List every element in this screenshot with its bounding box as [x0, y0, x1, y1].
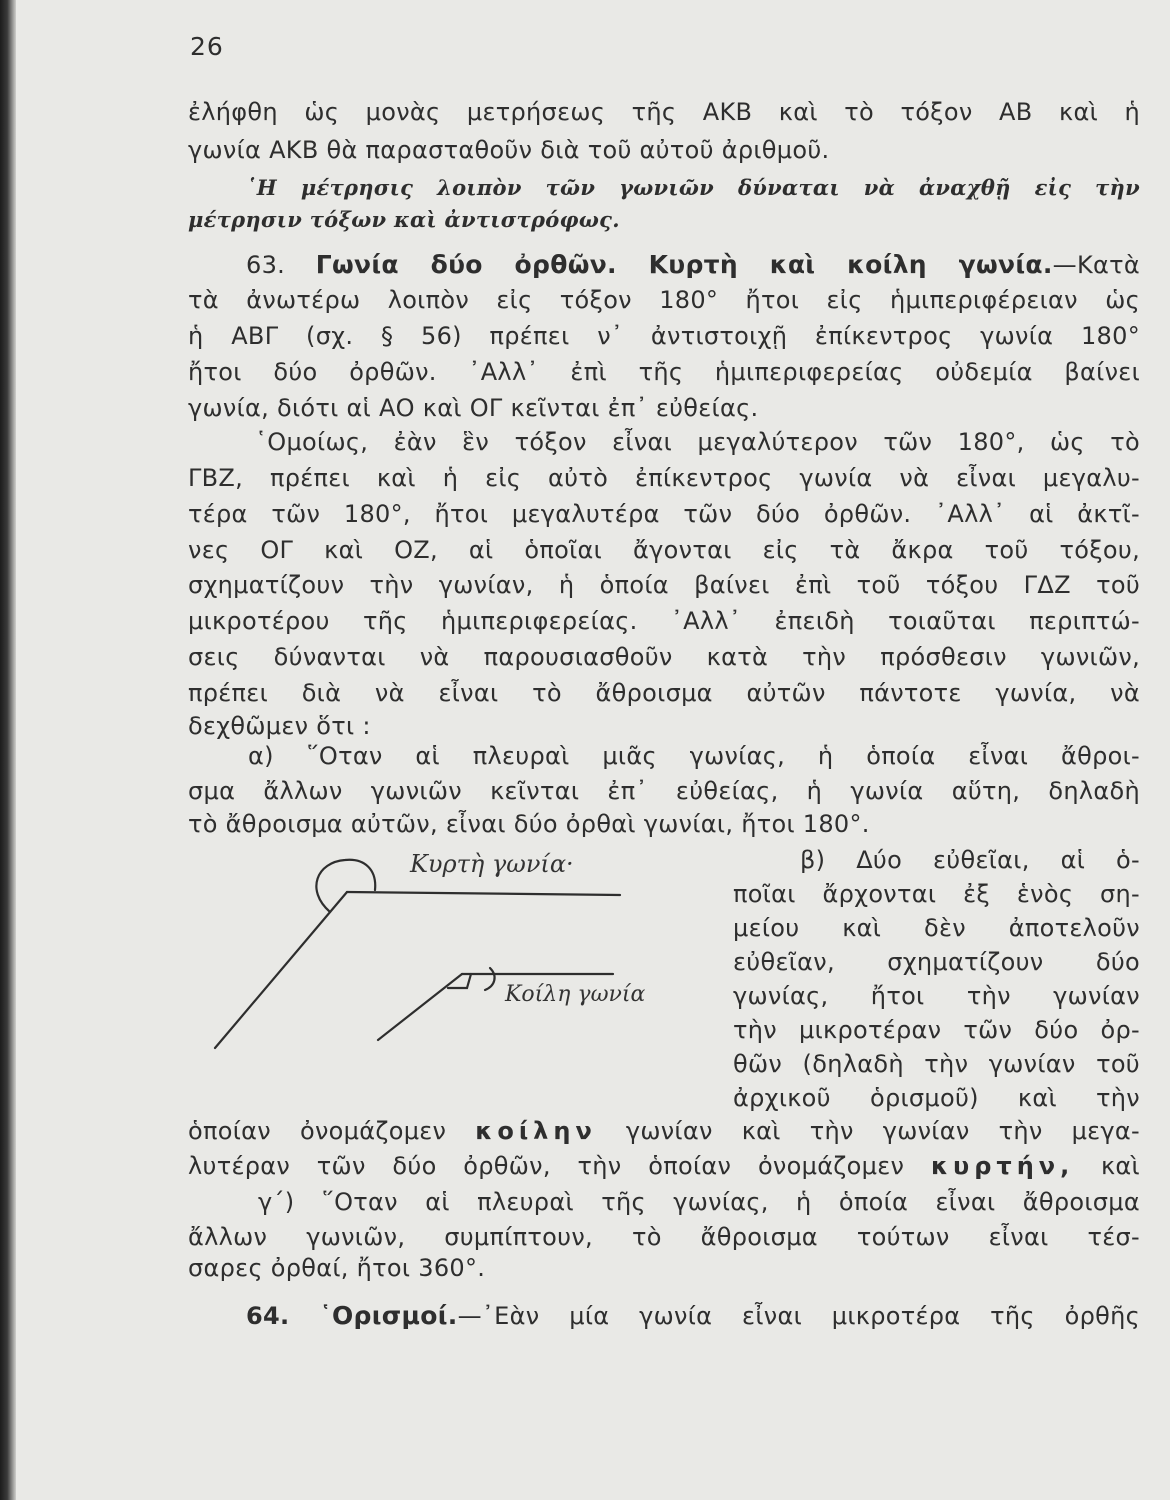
text-line: μικροτέρου τῆς ἡμιπεριφερείας. ᾽Αλλ᾽ ἐπειδὴ τοιαῦται περιπτώ-	[188, 607, 1140, 635]
text-line: θῶν (δηλαδὴ τὴν γωνίαν τοῦ	[733, 1050, 1140, 1078]
text-line: δεχθῶμεν ὅτι :	[188, 712, 371, 740]
text-line: γωνία, διότι αἱ ΑΟ καὶ ΟΓ κεῖνται ἐπ᾽ εὐθείας.	[188, 394, 759, 422]
page-number: 26	[190, 32, 224, 61]
convex-angle-ray	[215, 892, 347, 1048]
text-line: β) Δύο εὐθεῖαι, αἱ ὁ-	[800, 846, 1140, 874]
concave-angle-ray	[378, 974, 462, 1040]
text-line: ἀρχικοῦ ὁρισμοῦ) καὶ τὴν	[733, 1084, 1140, 1112]
section-title-continuation: —᾽Εὰν μία γωνία εἶναι μικροτέρα τῆς ὀρθῆς	[457, 1302, 1140, 1330]
text-line: γωνίας, ἤτοι τὴν γωνίαν	[733, 982, 1140, 1010]
text-line-with-term	[188, 1113, 1140, 1149]
section-number: 64.	[246, 1302, 290, 1330]
text-line: α) ῞Οταν αἱ πλευραὶ μιᾶς γωνίας, ἡ ὁποία εἶναι ἄθροι-	[248, 742, 1140, 770]
concave-angle-arc	[485, 968, 495, 990]
text-line: εὐθεῖαν, σχηματίζουν δύο	[733, 948, 1140, 976]
text-line: ἤτοι δύο ὀρθῶν. ᾽Αλλ᾽ ἐπὶ τῆς ἡμιπεριφερείας οὐδεμία βαίνει	[188, 358, 1140, 386]
text-line: γ΄) ῞Οταν αἱ πλευραὶ τῆς γωνίας, ἡ ὁποία εἶναι ἄθροισμα	[258, 1188, 1140, 1216]
text-line: σεις δύνανται νὰ παρουσιασθοῦν κατὰ τὴν πρόσθεσιν γωνιῶν,	[188, 643, 1140, 671]
text-line: τὴν μικροτέραν τῶν δύο ὀρ-	[733, 1016, 1140, 1044]
text-line: γωνία ΑΚΒ θὰ παρασταθοῦν διὰ τοῦ αὐτοῦ ἀριθμοῦ.	[188, 136, 830, 164]
text-line: ἄλλων γωνιῶν, συμπίπτουν, τὸ ἄθροισμα τούτων εἶναι τέσ-	[188, 1223, 1140, 1251]
term-convex: κυρτήν,	[930, 1152, 1075, 1180]
convex-angle-ray	[347, 892, 620, 895]
section-title: Γωνία δύο ὀρθῶν. Κυρτὴ καὶ κοίλη γωνία.	[315, 250, 1053, 279]
text-line: μείου καὶ δὲν ἀποτελοῦν	[733, 914, 1140, 942]
text-line: τὰ ἀνωτέρω λοιπὸν εἰς τόξον 180° ἤτοι εἰς ἡμιπεριφέρειαν ὡς	[188, 286, 1140, 314]
section-64-heading	[246, 1298, 1140, 1334]
term-concave: κοίλην	[475, 1117, 597, 1145]
text-line: σαρες ὀρθαί, ἤτοι 360°.	[188, 1254, 486, 1282]
text-line: ῾Ομοίως, ἐὰν ἓν τόξον εἶναι μεγαλύτερον τῶν 180°, ὡς τὸ	[255, 428, 1140, 456]
section-title-continuation: —Κατὰ	[1052, 251, 1140, 279]
line-text: καὶ	[1100, 1152, 1140, 1180]
section-title: ῾Ορισμοί.	[319, 1301, 458, 1330]
italic-statement-line: ῾Η μέτρησις λοιπὸν τῶν γωνιῶν δύναται νὰ ἀναχθῇ εἰς τὴν	[246, 175, 1140, 200]
text-line: νες ΟΓ καὶ ΟΖ, αἱ ὁποῖαι ἄγονται εἰς τὰ ἄκρα τοῦ τόξου,	[188, 536, 1140, 564]
text-line: σχηματίζουν τὴν γωνίαν, ἡ ὁποία βαίνει ἐπὶ τοῦ τόξου ΓΔΖ τοῦ	[188, 571, 1140, 599]
page-binding-edge	[0, 0, 16, 1500]
text-line: τέρα τῶν 180°, ἤτοι μεγαλυτέρα τῶν δύο ὀρθῶν. ᾽Αλλ᾽ αἱ ἀκτῖ-	[188, 500, 1140, 528]
line-text: λυτέραν τῶν δύο ὀρθῶν, τὴν ὁποίαν ὀνομάζομεν	[188, 1152, 905, 1180]
section-63-heading	[246, 247, 1140, 283]
text-line: ἐλήφθη ὡς μονὰς μετρήσεως τῆς ΑΚΒ καὶ τὸ τόξον ΑΒ καὶ ἡ	[188, 98, 1140, 126]
concave-angle-label: Κοίλη γωνία	[505, 982, 646, 1007]
text-line-with-term	[188, 1148, 1140, 1184]
text-line: σμα ἄλλων γωνιῶν κεῖνται ἐπ᾽ εὐθείας, ἡ γωνία αὕτη, δηλαδὴ	[188, 777, 1140, 805]
angle-diagram-svg	[205, 850, 685, 1085]
line-text: ὁποίαν ὀνομάζομεν	[188, 1117, 447, 1145]
text-line: ΓΒΖ, πρέπει καὶ ἡ εἰς αὐτὸ ἐπίκεντρος γωνία νὰ εἶναι μεγαλυ-	[188, 464, 1140, 492]
text-line: πρέπει διὰ νὰ εἶναι τὸ ἄθροισμα αὐτῶν πάντοτε γωνία, νὰ	[188, 679, 1140, 707]
text-line: τὸ ἄθροισμα αὐτῶν, εἶναι δύο ὀρθαὶ γωνίαι, ἤτοι 180°.	[188, 810, 870, 838]
section-number: 63.	[246, 251, 286, 279]
line-text: γωνίαν καὶ τὴν γωνίαν τὴν μεγα-	[625, 1117, 1140, 1145]
convex-angle-arc	[316, 860, 375, 912]
italic-statement-line: μέτρησιν τόξων καὶ ἀντιστρόφως.	[188, 207, 620, 232]
text-line: ποῖαι ἄρχονται ἐξ ἑνὸς ση-	[733, 880, 1140, 908]
convex-angle-label: Κυρτὴ γωνία·	[410, 850, 574, 878]
text-line: ἡ ΑΒΓ (σχ. § 56) πρέπει ν᾽ ἀντιστοιχῇ ἐπίκεντρος γωνία 180°	[188, 322, 1140, 350]
angle-figure	[205, 850, 685, 1085]
